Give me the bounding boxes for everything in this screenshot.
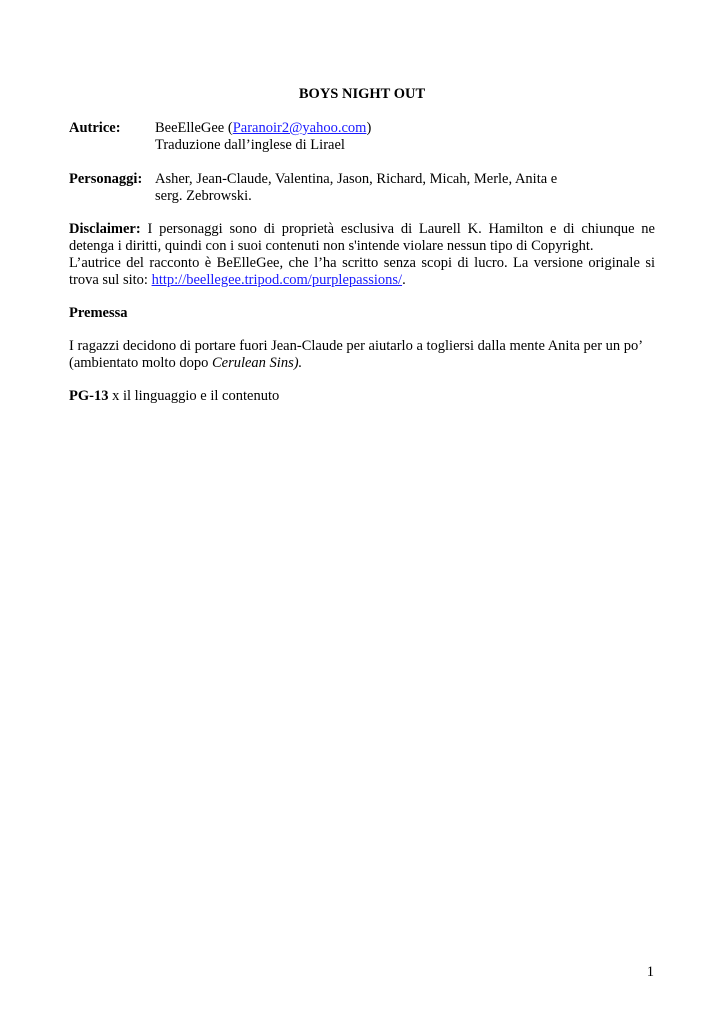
author-name: BeeElleGee ( <box>155 120 233 136</box>
author-email-link[interactable]: Paranoir2@yahoo.com <box>232 120 367 136</box>
disclaimer-paragraph <box>69 221 655 289</box>
premise-heading-block <box>69 305 655 322</box>
premise-line-2 <box>69 355 655 372</box>
premise-line-1: I ragazzi decidono di portare fuori Jean-Claude per aiutarlo a togliersi dalla mente Anita per un po’ <box>69 338 644 354</box>
premise-book-title: Cerulean Sins). <box>211 355 303 371</box>
disclaimer-line-4 <box>69 272 655 289</box>
disclaimer-text-1: I personaggi sono di proprietà esclusiva di Laurell K. Hamilton e di chiunque ne <box>147 221 655 237</box>
characters-line-2: serg. Zebrowski. <box>155 188 252 204</box>
author-value <box>155 120 655 154</box>
rating-line <box>69 388 655 405</box>
disclaimer-line-2: detenga i diritti, quindi con i suoi contenuti non s'intende violare nessun tipo di Copyright. <box>69 238 594 254</box>
author-close-paren: ) <box>366 120 372 136</box>
disclaimer-line-3: L’autrice del racconto è BeElleGee, che l’ha scritto senza scopi di lucro. La versione originale si <box>69 255 655 271</box>
page-number: 1 <box>646 964 654 980</box>
characters-line-1: Asher, Jean-Claude, Valentina, Jason, Richard, Micah, Merle, Anita e <box>155 171 558 187</box>
disclaimer-line-1 <box>69 221 655 238</box>
characters-label: Personaggi: <box>69 171 143 187</box>
rating-text: x il linguaggio e il contenuto <box>108 388 280 404</box>
premise-heading: Premessa <box>69 305 128 321</box>
characters-value <box>155 171 655 205</box>
disclaimer-site-suffix: . <box>402 272 406 288</box>
author-line <box>155 120 655 137</box>
document-title: BOYS NIGHT OUT <box>298 86 426 102</box>
premise-line-2-text: (ambientato molto dopo <box>69 355 212 371</box>
disclaimer-label: Disclaimer: <box>69 221 141 237</box>
translation-line: Traduzione dall’inglese di Lirael <box>155 137 345 153</box>
site-url-link[interactable]: http://beellegee.tripod.com/purplepassions/ <box>151 272 403 288</box>
disclaimer-site-prefix: trova sul sito: <box>69 272 152 288</box>
rating-label: PG-13 <box>69 388 109 404</box>
author-label: Autrice: <box>69 120 121 136</box>
premise-paragraph <box>69 338 655 372</box>
